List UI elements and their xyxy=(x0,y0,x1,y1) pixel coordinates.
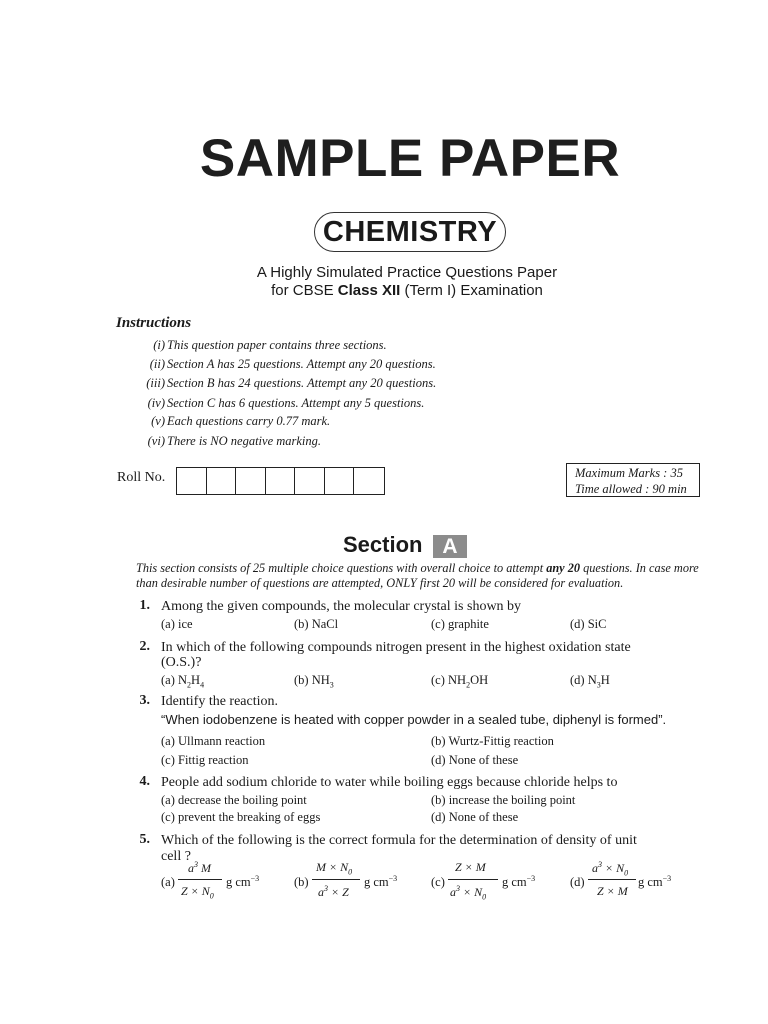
option-label: (a) xyxy=(161,875,175,889)
fraction-denominator: $Z \times N_0$ xyxy=(181,884,214,901)
option: (b) Wurtz-Fittig reaction xyxy=(431,734,554,748)
option xyxy=(570,673,610,690)
unit-exponent: −3 xyxy=(250,874,260,883)
subtitle-line-2 xyxy=(0,282,768,299)
fraction-denominator: $a^3 \times Z$ xyxy=(318,884,349,899)
option-text: H xyxy=(191,673,201,687)
section-note-bold: any 20 xyxy=(546,561,581,575)
option-text: (b) NH xyxy=(294,673,330,687)
option-label: (d) xyxy=(570,875,585,889)
option-label: (b) xyxy=(294,875,309,889)
option: (a) Ullmann reaction xyxy=(161,734,266,748)
instruction-item xyxy=(116,414,576,429)
option xyxy=(161,673,204,690)
roll-digit-box[interactable] xyxy=(266,468,296,494)
subtitle-class: Class XII xyxy=(337,282,401,299)
fraction-bar xyxy=(448,879,498,880)
instruction-text: Section A has 25 questions. Attempt any 20 questions. xyxy=(167,357,436,371)
marks-box xyxy=(566,463,700,497)
question-text-line-2: (O.S.)? xyxy=(161,655,202,670)
option-label: (c) xyxy=(431,875,445,889)
option-text: OH xyxy=(470,673,489,687)
roll-number-boxes[interactable] xyxy=(176,467,385,495)
unit-exponent: −3 xyxy=(526,874,536,883)
question-quote: “When iodobenzene is heated with copper powder in a sealed tube, diphenyl is formed”. xyxy=(161,712,667,727)
question-number: 4. xyxy=(139,774,150,789)
option xyxy=(431,673,488,690)
question-text-line-1: Which of the following is the correct formula for the determination of density of unit xyxy=(161,833,637,848)
max-marks: Maximum Marks : 35 xyxy=(575,466,683,480)
option-text: (a) N xyxy=(161,673,188,687)
unit xyxy=(638,874,671,890)
roll-digit-box[interactable] xyxy=(236,468,266,494)
unit xyxy=(226,874,259,890)
instruction-text: Section B has 24 questions. Attempt any 20 questions. xyxy=(167,376,437,390)
roll-number-label: Roll No. xyxy=(117,470,166,485)
subscript: 3 xyxy=(329,680,334,690)
instruction-item xyxy=(116,396,576,411)
instruction-num: (ii) xyxy=(149,357,165,371)
option: (c) graphite xyxy=(431,617,489,631)
option-text: H xyxy=(600,673,610,687)
fraction-bar xyxy=(178,879,222,880)
roll-digit-box[interactable] xyxy=(207,468,237,494)
unit-exponent: −3 xyxy=(388,874,398,883)
time-allowed: Time allowed : 90 min xyxy=(575,482,687,496)
subscript: 4 xyxy=(200,680,205,690)
instruction-num: (vi) xyxy=(147,434,165,448)
option: (d) SiC xyxy=(570,617,607,631)
instruction-text: Section C has 6 questions. Attempt any 5 questions. xyxy=(167,396,425,410)
instruction-item xyxy=(116,376,576,391)
subscript: 2 xyxy=(187,680,192,690)
question-text-line-2: cell ? xyxy=(161,849,191,864)
unit-exponent: −3 xyxy=(662,874,672,883)
instruction-num: (i) xyxy=(153,338,165,352)
instruction-num: (iv) xyxy=(147,396,165,410)
question-number: 3. xyxy=(139,693,150,708)
option: (d) None of these xyxy=(431,753,519,767)
subtitle-pre: for CBSE xyxy=(271,282,338,299)
question-number: 5. xyxy=(139,832,150,847)
instruction-item xyxy=(116,434,576,449)
question-text: Identify the reaction. xyxy=(161,694,279,709)
option: (c) Fittig reaction xyxy=(161,753,249,767)
instructions-heading: Instructions xyxy=(116,315,192,331)
fraction-bar xyxy=(312,879,360,880)
instruction-text: There is NO negative marking. xyxy=(167,434,322,448)
instruction-item xyxy=(116,357,576,372)
question-text: People add sodium chloride to water while boiling eggs because chloride helps to xyxy=(161,775,618,790)
question-number: 1. xyxy=(139,598,150,613)
fraction-bar xyxy=(588,879,636,880)
subscript: 2 xyxy=(466,680,471,690)
roll-digit-box[interactable] xyxy=(325,468,355,494)
option-text: (c) NH xyxy=(431,673,467,687)
option: (d) None of these xyxy=(431,810,519,824)
page-title: SAMPLE PAPER xyxy=(199,129,621,188)
option: (b) increase the boiling point xyxy=(431,793,576,807)
unit xyxy=(364,874,397,890)
section-note xyxy=(136,561,706,591)
roll-digit-box[interactable] xyxy=(295,468,325,494)
instruction-item xyxy=(116,338,576,353)
unit-text: g cm xyxy=(638,875,663,890)
section-note-pre: This section consists of 25 multiple choice questions with overall choice to attempt xyxy=(136,561,547,575)
fraction-numerator: $M \times N_0$ xyxy=(316,860,353,877)
roll-digit-box[interactable] xyxy=(354,468,384,494)
instruction-text: Each questions carry 0.77 mark. xyxy=(167,414,331,428)
subtitle-post: (Term I) Examination xyxy=(400,282,543,299)
fraction-numerator: $a^3 \times N_0$ xyxy=(592,860,629,878)
section-title: Section xyxy=(343,532,423,557)
unit-text: g cm xyxy=(226,875,251,890)
subtitle-line-1: A Highly Simulated Practice Questions Paper xyxy=(256,264,558,281)
section-letter-badge: A xyxy=(433,535,467,558)
section-note-post: questions. In case more than desirable number of questions are attempted, ONLY first 20 will be considered for evaluation. xyxy=(136,561,699,590)
instruction-text: This question paper contains three sections. xyxy=(167,338,387,352)
roll-digit-box[interactable] xyxy=(177,468,207,494)
instruction-num: (v) xyxy=(151,414,165,428)
subject-label: CHEMISTRY xyxy=(322,216,498,248)
option: (b) NaCl xyxy=(294,617,339,631)
subject-badge xyxy=(314,212,506,252)
question-number: 2. xyxy=(139,639,150,654)
option: (a) decrease the boiling point xyxy=(161,793,307,807)
fraction-numerator: $a^3$ M xyxy=(188,860,211,875)
instruction-num: (iii) xyxy=(146,376,165,390)
fraction-denominator: Z × M xyxy=(597,884,628,898)
option: (c) prevent the breaking of eggs xyxy=(161,810,321,824)
fraction-numerator: Z × M xyxy=(455,860,486,874)
fraction-denominator: $a^3 \times N_0$ xyxy=(450,884,487,902)
option-text: (d) N xyxy=(570,673,597,687)
subscript: 3 xyxy=(596,680,601,690)
unit-text: g cm xyxy=(364,875,389,890)
question-text: Among the given compounds, the molecular crystal is shown by xyxy=(161,599,522,614)
unit xyxy=(502,874,535,890)
option: (a) ice xyxy=(161,617,193,631)
question-text-line-1: In which of the following compounds nitrogen present in the highest oxidation state xyxy=(161,640,631,655)
option xyxy=(294,673,334,690)
unit-text: g cm xyxy=(502,875,527,890)
